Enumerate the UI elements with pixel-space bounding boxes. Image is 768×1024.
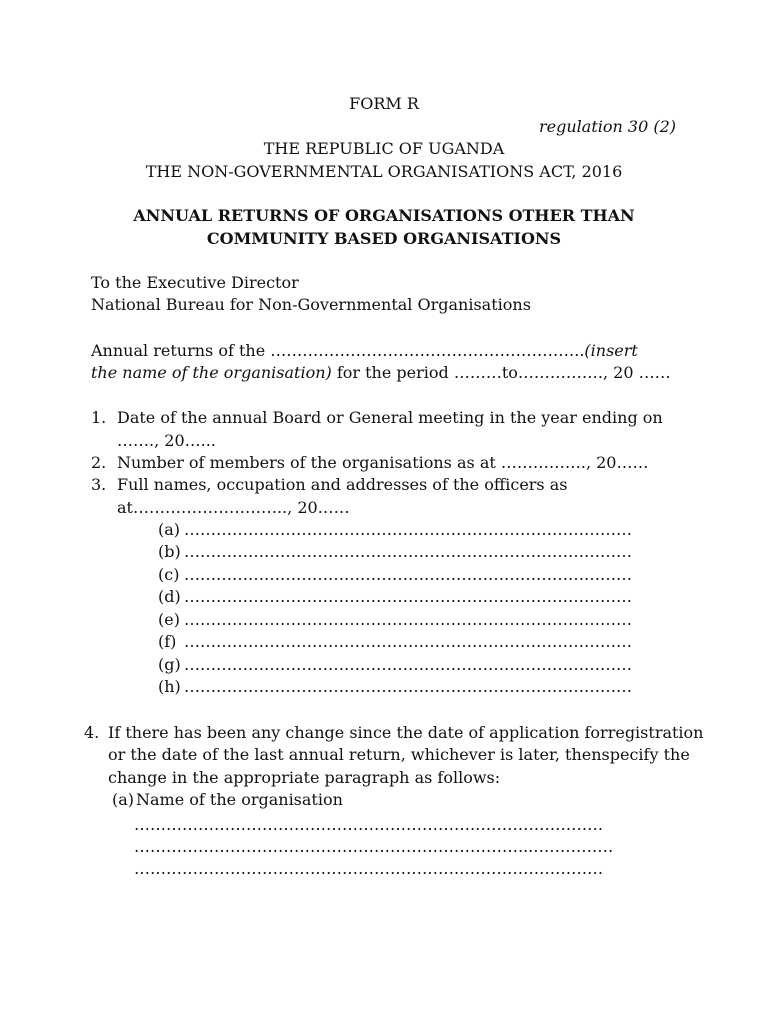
intro-instruction: .(insert (579, 341, 638, 360)
intro-line-2 (91, 362, 671, 384)
officer-line (158, 586, 632, 608)
document-title-line-2: COMMUNITY BASED ORGANISATIONS (206, 229, 562, 248)
officer-blank: ………………………………………………………………………… (184, 587, 632, 606)
item-3-text: Full names, occupation and addresses of the officers as (117, 475, 568, 494)
item-4-sub-text: Name of the organisation (136, 790, 343, 809)
officer-blank: ………………………………………………………………………… (184, 632, 632, 651)
officer-label: (e) (158, 610, 180, 629)
item-4 (84, 722, 703, 744)
org-name-blank-1: ……………………………………………………….…………………… (134, 815, 604, 834)
intro-period: for the period ………to……………., 20 …… (331, 363, 671, 382)
officer-line (158, 519, 632, 541)
intro-text: Annual returns of the …………………………………………………. (91, 341, 580, 360)
officer-label: (g) (158, 655, 181, 674)
officer-blank: ………………………………………………………………………… (184, 520, 632, 539)
officer-line (158, 654, 632, 676)
addressee-line-1: To the Executive Director (91, 273, 299, 292)
officer-blank: ………………………………………………………………………… (184, 655, 632, 674)
item-1 (91, 407, 663, 429)
officer-line (158, 564, 632, 586)
item-1-number: 1. (91, 408, 107, 427)
act-heading: THE NON-GOVERNMENTAL ORGANISATIONS ACT, 2016 (145, 162, 623, 181)
officer-blank: ………………………………………………………………………… (184, 610, 632, 629)
org-name-blank-2: ………………………………………………………………...…………… (134, 837, 614, 856)
item-4-line-2: or the date of the last annual return, whichever is later, thenspecify the (108, 745, 690, 764)
officer-line (158, 631, 632, 653)
officer-label: (b) (158, 542, 181, 561)
regulation-reference: regulation 30 (2) (539, 117, 676, 136)
item-2-text: Number of members of the organisations as at ……………., 20…… (117, 453, 649, 472)
item-3 (91, 474, 567, 496)
item-1-text: Date of the annual Board or General meeting in the year ending on (117, 408, 663, 427)
officer-label: (f) (158, 632, 177, 651)
item-4-sub-label: (a) (112, 790, 135, 809)
item-3-continuation: at……………………….., 20…… (117, 498, 350, 517)
org-name-blank-3: …………………………………………………….……………………… (134, 859, 604, 878)
intro-line-1 (91, 340, 638, 362)
intro-instruction-cont: the name of the organisation) (91, 363, 332, 382)
item-3-number: 3. (91, 475, 107, 494)
officer-label: (c) (158, 565, 180, 584)
item-4-sub-a (112, 789, 343, 811)
officer-blank: ………………………………………………………………………… (184, 542, 632, 561)
officer-line (158, 676, 632, 698)
officer-label: (d) (158, 587, 181, 606)
item-2-number: 2. (91, 453, 107, 472)
officer-label: (h) (158, 677, 181, 696)
republic-heading: THE REPUBLIC OF UGANDA (263, 139, 505, 158)
document-title-line-1: ANNUAL RETURNS OF ORGANISATIONS OTHER THAN (133, 206, 635, 225)
item-2 (91, 452, 648, 474)
form-label: FORM R (349, 94, 419, 113)
item-1-continuation: ……., 20…... (117, 431, 216, 450)
officer-blank: ………………………………………………………………………… (184, 677, 632, 696)
officer-label: (a) (158, 520, 181, 539)
officer-blank: ………………………………………………………………………… (184, 565, 632, 584)
item-4-text: If there has been any change since the date of application forregistration (108, 723, 704, 742)
officer-line (158, 609, 632, 631)
item-4-number: 4. (84, 723, 100, 742)
addressee-line-2: National Bureau for Non-Governmental Organisations (91, 295, 531, 314)
item-4-line-3: change in the appropriate paragraph as follows: (108, 768, 501, 787)
officer-line (158, 541, 632, 563)
